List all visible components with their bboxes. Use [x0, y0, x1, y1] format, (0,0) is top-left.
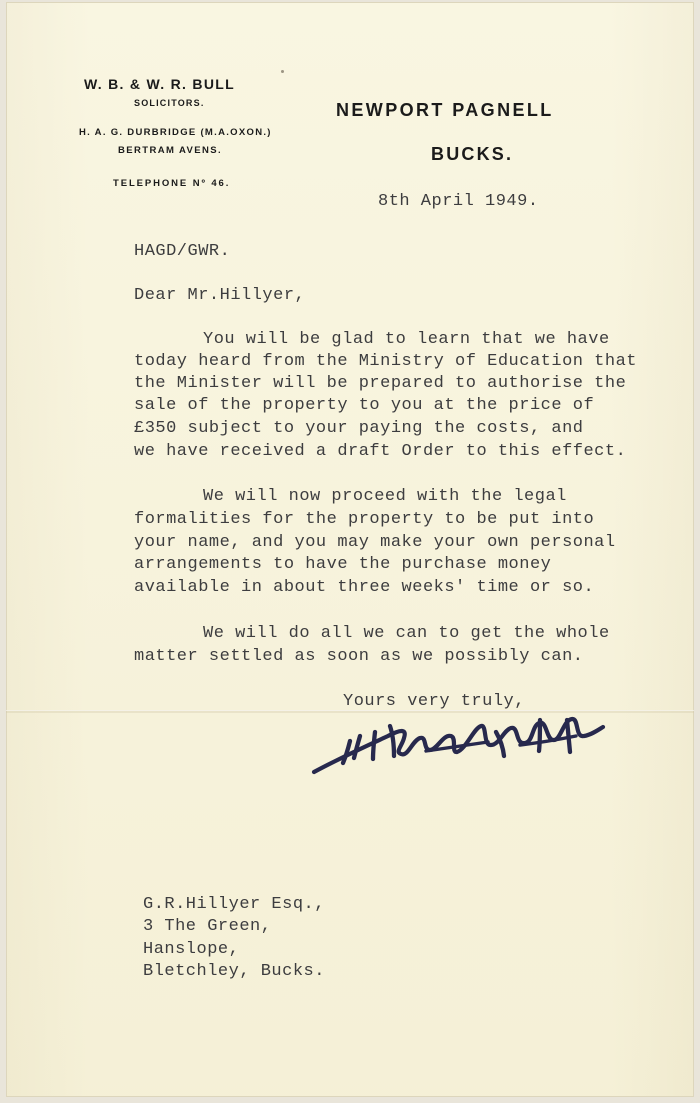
paragraph-3-line-2: matter settled as soon as we possibly can.: [134, 647, 584, 666]
recipient-line-3: Hanslope,: [143, 940, 240, 959]
paragraph-2-line-2: formalities for the property to be put into: [134, 510, 595, 529]
paragraph-1-line-2: today heard from the Ministry of Education that: [134, 352, 637, 371]
recipient-line-4: Bletchley, Bucks.: [143, 962, 325, 981]
paragraph-1-line-5: £350 subject to your paying the costs, and: [134, 419, 584, 438]
paragraph-3-line-1: We will do all we can to get the whole: [203, 624, 610, 643]
paper-mark: [281, 70, 284, 73]
letter-date: 8th April 1949.: [378, 192, 539, 211]
handwritten-signature-icon: [306, 714, 606, 784]
firm-role: SOLICITORS.: [134, 98, 205, 108]
telephone-number: TELEPHONE Nº 46.: [113, 178, 231, 189]
recipient-line-1: G.R.Hillyer Esq.,: [143, 895, 325, 914]
paragraph-1-line-6: we have received a draft Order to this effect.: [134, 442, 627, 461]
paragraph-1-line-1: You will be glad to learn that we have: [203, 330, 610, 349]
letter-page: [6, 2, 694, 1097]
recipient-line-2: 3 The Green,: [143, 917, 272, 936]
paragraph-2-line-1: We will now proceed with the legal: [203, 487, 567, 506]
paragraph-1-line-3: the Minister will be prepared to authorise the: [134, 374, 627, 393]
closing: Yours very truly,: [343, 692, 525, 711]
paragraph-2-line-5: available in about three weeks' time or so.: [134, 578, 595, 597]
partner-address: BERTRAM AVENS.: [118, 145, 223, 156]
paragraph-2-line-3: your name, and you may make your own personal: [134, 533, 616, 552]
firm-name: W. B. & W. R. BULL: [84, 76, 235, 92]
salutation: Dear Mr.Hillyer,: [134, 286, 306, 305]
reference-code: HAGD/GWR.: [134, 242, 231, 261]
paragraph-2-line-4: arrangements to have the purchase money: [134, 555, 552, 574]
letterhead-town: NEWPORT PAGNELL: [336, 100, 554, 120]
letterhead-county: BUCKS.: [431, 144, 514, 164]
paragraph-1-line-4: sale of the property to you at the price of: [134, 396, 595, 415]
partner-name: H. A. G. DURBRIDGE (M.A.OXON.): [79, 127, 272, 138]
